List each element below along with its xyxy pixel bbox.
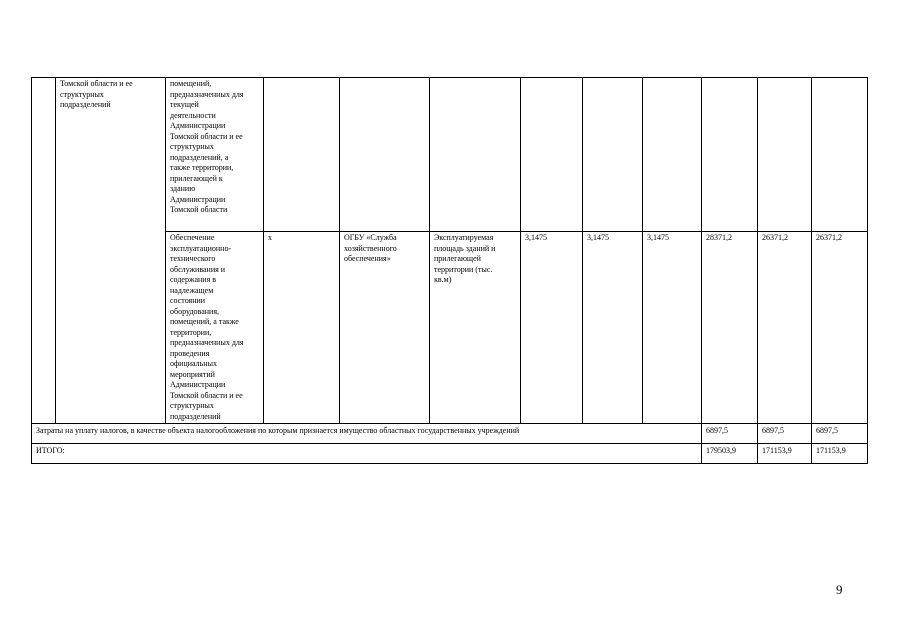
cell-col6	[430, 78, 521, 232]
taxes-value-3: 6897,5	[812, 424, 868, 444]
institution-cell: ОГБУ «Служба хозяйственного обеспечения»	[340, 232, 430, 424]
total-value-3: 171153,9	[812, 444, 868, 464]
cell-col10	[702, 78, 758, 232]
cell-col11	[758, 78, 812, 232]
activity-name-cell: Обеспечение эксплуатационно- технического обслуживания и содержания в надлежащем состоянии оборудования, помещений, а также территории, предназначенных для проведения официальных мероприятий Администрации Томской области и ее структурных подразделений	[166, 232, 264, 424]
cell-col12	[812, 78, 868, 232]
total-value-2: 171153,9	[758, 444, 812, 464]
amount-value-3: 26371,2	[812, 232, 868, 424]
table-row	[32, 78, 868, 232]
taxes-value-1: 6897,5	[702, 424, 758, 444]
total-row	[32, 444, 868, 464]
indicator-cell: Эксплуатируемая площадь зданий и прилегающей территории (тыс. кв.м)	[430, 232, 521, 424]
taxes-row	[32, 424, 868, 444]
indicator-value-1: 3,1475	[521, 232, 583, 424]
cell-col4: х	[264, 232, 340, 424]
cell-col5	[340, 78, 430, 232]
taxes-label: Затраты на уплату налогов, в качестве объекта налогообложения по которым признается имущество областных государственных учреждений	[32, 424, 702, 444]
cell-col8	[583, 78, 643, 232]
cell-col9	[643, 78, 702, 232]
budget-table	[31, 77, 868, 464]
responsible-executor-cell: Томской области и ее структурных подразделений	[56, 78, 166, 424]
cell-col7	[521, 78, 583, 232]
indicator-value-2: 3,1475	[583, 232, 643, 424]
row-number-cell	[32, 78, 56, 424]
taxes-value-2: 6897,5	[758, 424, 812, 444]
amount-value-1: 28371,2	[702, 232, 758, 424]
indicator-value-3: 3,1475	[643, 232, 702, 424]
page-number: 9	[836, 582, 843, 597]
total-label: ИТОГО:	[32, 444, 702, 464]
cell-col4	[264, 78, 340, 232]
activity-name-cell: помещений, предназначенных для текущей деятельности Администрации Томской области и ее структурных подразделений, а также территории, прилегающей к зданию Администрации Томской области	[166, 78, 264, 232]
amount-value-2: 26371,2	[758, 232, 812, 424]
total-value-1: 179503,9	[702, 444, 758, 464]
